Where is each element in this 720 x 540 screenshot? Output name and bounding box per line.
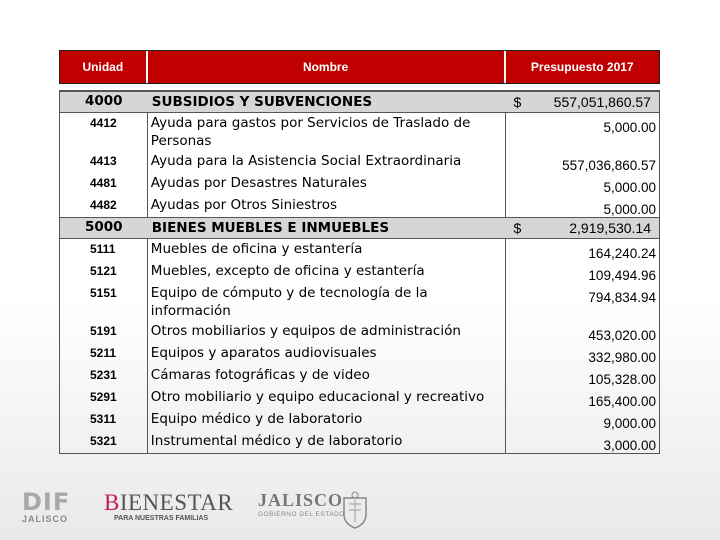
- group-currency: $: [513, 94, 522, 110]
- table-row: [60, 409, 659, 431]
- group-name: BIENES MUEBLES E INMUEBLES: [151, 220, 390, 236]
- group-amount: [505, 218, 659, 238]
- row-amount: 105,328.00: [588, 372, 656, 387]
- table-row: [60, 173, 659, 195]
- row-code: 4413: [60, 151, 148, 173]
- table-row: [60, 387, 659, 409]
- table-row: [60, 113, 659, 151]
- row-name: Muebles de oficina y estantería: [148, 239, 506, 261]
- bienestar-logo-sub: PARA NUESTRAS FAMILIAS: [114, 515, 209, 522]
- table-row: [60, 151, 659, 173]
- row-code: 5211: [60, 343, 148, 365]
- dif-logo-main: DIF: [22, 488, 71, 516]
- header-presupuesto: Presupuesto 2017: [506, 51, 659, 83]
- group-row: [60, 217, 659, 239]
- row-name: Equipos y aparatos audiovisuales: [148, 343, 506, 365]
- table-row: [60, 321, 659, 343]
- row-name: Ayudas por Desastres Naturales: [148, 173, 506, 195]
- row-code: 5231: [60, 365, 148, 387]
- row-name: Equipo médico y de laboratorio: [148, 409, 506, 431]
- footer-logos: [0, 482, 720, 540]
- row-amount: 165,400.00: [588, 394, 656, 409]
- row-name: Muebles, excepto de oficina y estantería: [148, 261, 506, 283]
- table-row: [60, 261, 659, 283]
- group-code: 4000: [85, 93, 123, 109]
- table-row: [60, 239, 659, 261]
- group-amount: [505, 92, 659, 112]
- group-currency: $: [513, 220, 522, 236]
- group-amount-value: 557,051,860.57: [553, 94, 651, 110]
- row-code: 4412: [60, 113, 148, 151]
- group-code: 5000: [85, 219, 123, 235]
- row-code: 5111: [60, 239, 148, 261]
- jalisco-logo: [258, 490, 345, 518]
- row-name: Cámaras fotográficas y de video: [148, 365, 506, 387]
- row-name: Instrumental médico y de laboratorio: [148, 431, 506, 453]
- bienestar-logo: [104, 490, 233, 522]
- bienestar-logo-main: [104, 490, 233, 516]
- header-unidad: Unidad: [60, 51, 148, 83]
- row-name: Otros mobiliarios y equipos de administración: [148, 321, 506, 343]
- dif-logo: [22, 488, 70, 524]
- row-name: Ayudas por Otros Siniestros: [148, 195, 506, 217]
- row-code: 5121: [60, 261, 148, 283]
- row-amount: 453,020.00: [588, 328, 656, 343]
- budget-table: [59, 90, 660, 454]
- row-code: 5151: [60, 283, 148, 321]
- bienestar-logo-initial: B: [104, 490, 120, 515]
- table-row: [60, 431, 659, 453]
- row-name: Otro mobiliario y equipo educacional y recreativo: [148, 387, 506, 409]
- row-code: 5311: [60, 409, 148, 431]
- row-code: 5291: [60, 387, 148, 409]
- row-code: 4482: [60, 195, 148, 217]
- table-row: [60, 283, 659, 321]
- row-amount: 3,000.00: [603, 438, 656, 453]
- table-row: [60, 365, 659, 387]
- row-amount: 164,240.24: [588, 246, 656, 261]
- row-amount: 332,980.00: [588, 350, 656, 365]
- table-row: [60, 343, 659, 365]
- row-code: 5191: [60, 321, 148, 343]
- bienestar-logo-rest: IENESTAR: [119, 490, 234, 515]
- table-row: [60, 195, 659, 217]
- row-amount: 5,000.00: [603, 120, 656, 135]
- group-row: [60, 91, 659, 113]
- jalisco-seal-icon: [340, 490, 370, 530]
- jalisco-logo-sub: GOBIERNO DEL ESTADO: [258, 511, 345, 518]
- table-header: [59, 50, 660, 84]
- row-code: 5321: [60, 431, 148, 453]
- row-name: Ayuda para gastos por Servicios de Traslado de Personas: [148, 113, 506, 151]
- jalisco-logo-main: JALISCO: [258, 490, 344, 510]
- row-code: 4481: [60, 173, 148, 195]
- group-amount-value: 2,919,530.14: [569, 220, 651, 236]
- group-name: SUBSIDIOS Y SUBVENCIONES: [151, 94, 373, 110]
- row-amount: 794,834.94: [588, 290, 656, 305]
- row-amount: 5,000.00: [603, 180, 656, 195]
- row-amount: 557,036,860.57: [562, 158, 656, 173]
- row-amount: 9,000.00: [603, 416, 656, 431]
- row-amount: 5,000.00: [603, 202, 656, 217]
- row-amount: 109,494.96: [588, 268, 656, 283]
- row-name: Equipo de cómputo y de tecnología de la información: [148, 283, 506, 321]
- row-name: Ayuda para la Asistencia Social Extraordinaria: [148, 151, 506, 173]
- header-nombre: Nombre: [148, 51, 506, 83]
- dif-logo-sub: JALISCO: [22, 514, 69, 524]
